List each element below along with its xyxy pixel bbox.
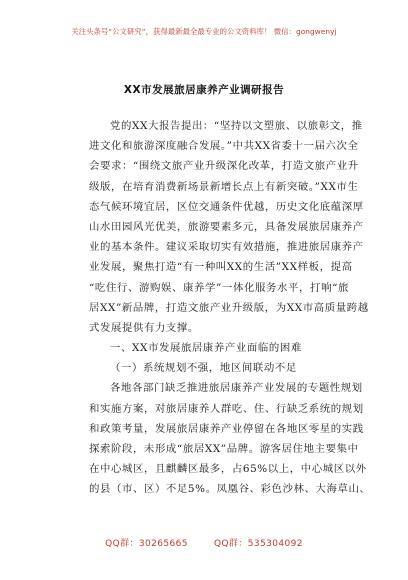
body-line: 和实施方案，对旅居康养人群吃、住、行缺乏系统的规划 xyxy=(89,402,364,415)
body-line: 会要求：“围绕文旅产业升级深化改革，打造文旅产业升 xyxy=(89,160,359,173)
body-line: 业的基本条件。建议采取切实有效措施，推进旅居康养产 xyxy=(89,241,364,254)
body-line: 级版，在培育消费新场景新增长点上有新突破。”XX市生 xyxy=(89,180,359,193)
qq-group-2: QQ群：535304092 xyxy=(213,539,303,549)
body-line: 探索阶段，未形成“旅居XX”品牌。游客居住地主要集中 xyxy=(89,443,359,455)
subsection-heading: （一）系统规划不强，地区间联动不足 xyxy=(110,362,297,375)
section-heading: 一、XX市发展旅居康养产业面临的困难 xyxy=(110,342,302,355)
body-line: 态气候环境宜居，区位交通条件优越，历史文化底蕴深厚 xyxy=(89,200,364,213)
document-body xyxy=(89,116,371,500)
body-line: 各地各部门缺乏推进旅居康养产业发展的专题性规划 xyxy=(110,382,363,395)
body-line: 的县（市、区）不足5%。凤凰谷、彩色沙林、大海草山、 xyxy=(89,483,371,496)
body-line: “吃住行、游购娱、康养学”一体化服务水平，打响“旅 xyxy=(89,281,349,294)
qq-footer xyxy=(0,536,408,549)
body-line: 居XX”新品牌，打造文旅产业升级版，为XX市高质量跨越 xyxy=(89,301,369,314)
body-line: 党的XX大报告提出：“坚持以文塑旅、以旅彰文，推 xyxy=(110,120,363,132)
body-line: 进文化和旅游深度融合发展。”中共XX省委十一届六次全 xyxy=(89,140,359,153)
body-line: 业发展，聚焦打造“有一种叫XX的生活”XX样板，提高 xyxy=(89,261,353,274)
qq-group-1: QQ群：30265665 xyxy=(105,539,188,549)
promo-banner: 关注头条号“公文研究”，获得最新最全最专业的公文资料库！ 微信：gongwenyj xyxy=(71,27,337,36)
document-title: XX市发展旅居康养产业调研报告 xyxy=(123,84,285,96)
body-line: 和政策考量，发展旅居康养产业停留在各地区零星的实践 xyxy=(89,422,364,435)
body-line: 式发展提供有力支撑。 xyxy=(89,321,199,334)
body-line: 山水田园风光优美，旅游要素多元，具备发展旅居康养产 xyxy=(89,220,364,233)
body-line: 在中心城区，且麒麟区最多，占65%以上，中心城区以外 xyxy=(89,463,367,476)
